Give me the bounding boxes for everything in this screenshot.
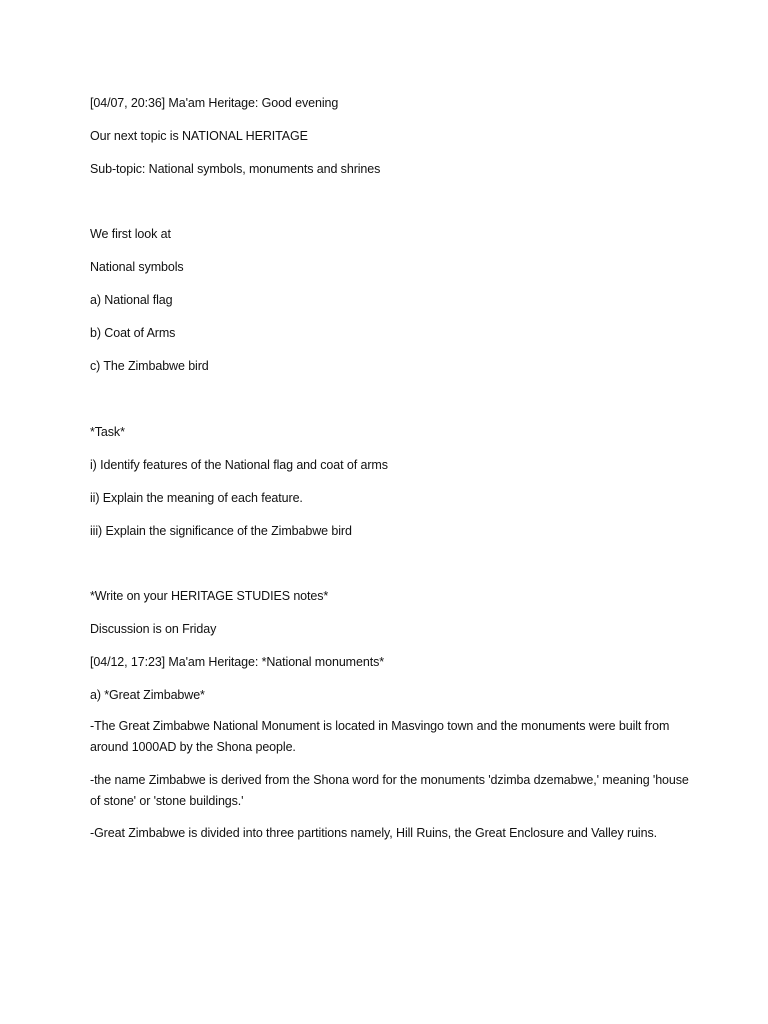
intro-line: We first look at: [90, 227, 171, 241]
paragraph: -the name Zimbabwe is derived from the Shona word for the monuments 'dzimba dzemabwe,' meaning 'house of stone' or 'stone buildings.': [90, 773, 689, 808]
task-item: i) Identify features of the National flag and coat of arms: [90, 458, 388, 472]
topic-line: Our next topic is NATIONAL HERITAGE: [90, 129, 308, 143]
chat-message-header: [04/07, 20:36] Ma'am Heritage: Good evening: [90, 96, 339, 110]
task-heading: *Task*: [90, 425, 125, 439]
list-item: a) National flag: [90, 293, 173, 307]
discussion-line: Discussion is on Friday: [90, 622, 217, 636]
task-item: iii) Explain the significance of the Zimbabwe bird: [90, 524, 352, 538]
list-item: b) Coat of Arms: [90, 326, 176, 340]
task-item: ii) Explain the meaning of each feature.: [90, 491, 303, 505]
paragraph: -Great Zimbabwe is divided into three partitions namely, Hill Ruins, the Great Enclosure and Valley ruins.: [90, 826, 657, 840]
section-heading: National symbols: [90, 260, 184, 274]
instruction-line: *Write on your HERITAGE STUDIES notes*: [90, 589, 329, 603]
paragraph: -The Great Zimbabwe National Monument is located in Masvingo town and the monuments were built from around 1000AD by the Shona people.: [90, 719, 670, 754]
chat-message-header: [04/12, 17:23] Ma'am Heritage: *National monuments*: [90, 655, 384, 669]
list-item: c) The Zimbabwe bird: [90, 359, 209, 373]
subtopic-line: Sub-topic: National symbols, monuments and shrines: [90, 162, 381, 176]
subsection-heading: a) *Great Zimbabwe*: [90, 688, 205, 702]
